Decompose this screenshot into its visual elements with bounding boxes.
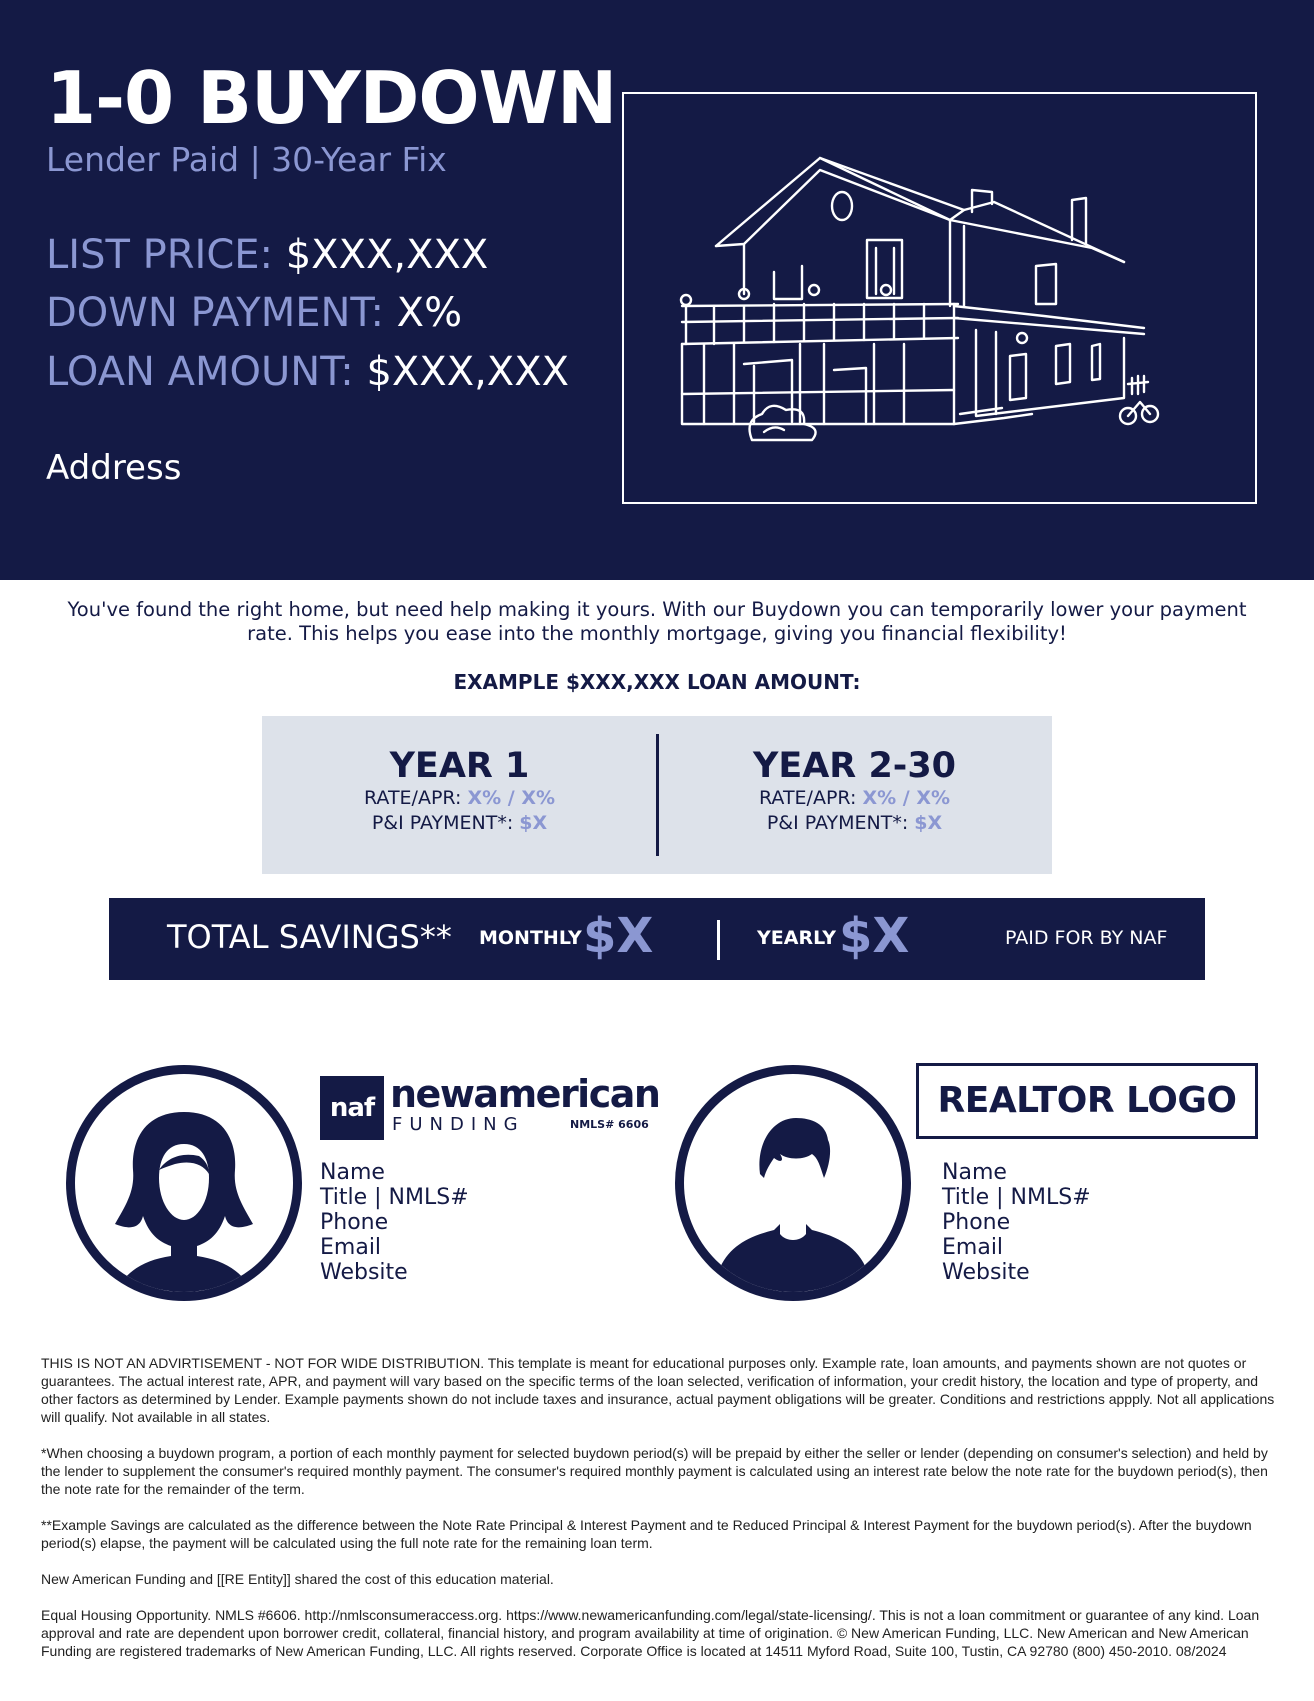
- realtor-avatar: [675, 1065, 911, 1301]
- naf-nmls: NMLS# 6606: [570, 1118, 649, 1131]
- property-address: Address: [46, 448, 182, 488]
- rate-apr-label: RATE/APR:: [363, 787, 468, 809]
- rate-apr-row: [657, 786, 1052, 811]
- down-payment-label: DOWN PAYMENT:: [46, 290, 397, 336]
- lender-name: Name: [320, 1160, 385, 1185]
- female-user-icon: [75, 1074, 293, 1292]
- realtor-website: Website: [942, 1260, 1030, 1285]
- disclaimer-paragraph: *When choosing a buydown program, a portion of each monthly payment for selected buydown period(s) will be prepaid by either the seller or lender (depending on consumer's selection) and held by the lender to supplement the consumer's required monthly payment. The consumer's required monthly payment is calculated using an interest rate below the note rate for the buydown period(s), then the note rate for the remainder of the term.: [41, 1445, 1268, 1497]
- payment-row: [657, 811, 1052, 836]
- realtor-name: Name: [942, 1160, 1007, 1185]
- payment-label: P&I PAYMENT*:: [766, 812, 915, 834]
- page-title: 1-0 BUYDOWN: [46, 56, 617, 140]
- page-subtitle: Lender Paid | 30-Year Fix: [46, 140, 447, 179]
- rate-apr-value: X% / X%: [862, 787, 951, 809]
- payment-row: [262, 811, 657, 836]
- year-title: YEAR 1: [389, 746, 530, 786]
- loan-amount-value: $XXX,XXX: [366, 349, 570, 395]
- total-savings-title: TOTAL SAVINGS**: [167, 918, 452, 956]
- list-price-row: [46, 232, 488, 278]
- yearly-label: YEARLY: [757, 927, 836, 949]
- list-price-label: LIST PRICE:: [46, 232, 286, 278]
- savings-divider: [717, 920, 720, 960]
- lender-phone: Phone: [320, 1210, 389, 1235]
- male-user-icon: [684, 1074, 902, 1292]
- house-sketch-icon: [624, 94, 1255, 502]
- down-payment-row: [46, 290, 462, 336]
- lender-title: Title | NMLS#: [320, 1185, 469, 1210]
- paid-by-note: PAID FOR BY NAF: [1005, 927, 1168, 949]
- example-heading: EXAMPLE $XXX,XXX LOAN AMOUNT:: [453, 670, 861, 694]
- buydown-years-panel: [262, 716, 1052, 874]
- lender-email: Email: [320, 1235, 382, 1260]
- disclaimer-paragraph: **Example Savings are calculated as the difference between the Note Rate Principal & Interest Payment and te Reduced Principal & Interest Payment for the buydown period(s). After the buydown period(s) elapse, the payment will be calculated using the full note rate for the remaining loan term.: [41, 1517, 1252, 1551]
- naf-logo: [320, 1072, 660, 1140]
- down-payment-value: X%: [396, 290, 463, 336]
- disclaimer-paragraph: Equal Housing Opportunity. NMLS #6606. http://nmlsconsumeraccess.org. https://www.newamericanfunding.com/legal/state-licensing/. This is not a loan commitment or guarantee of any kind. Loan approval and rate are dependent upon borrower credit, collateral, financial history, and program availability at time of origination. © New American Funding, LLC. New American and New American Funding are registered trademarks of New American Funding, LLC. All rights reserved. Corporate Office is located at 14511 Myford Road, Suite 100, Tustin, CA 92780 (800) 450-2010. 08/2024: [41, 1607, 1260, 1659]
- naf-logo-wordmark: newamerican: [390, 1072, 660, 1116]
- rate-apr-value: X% / X%: [467, 787, 556, 809]
- payment-value: $X: [519, 812, 548, 834]
- intro-paragraph: You've found the right home, but need help making it yours. With our Buydown you can temporarily lower your payment rate. This helps you ease into the monthly mortgage, giving you financial flexibility!: [67, 598, 1247, 645]
- total-savings-bar: [109, 898, 1205, 980]
- lender-contact-info: [320, 1160, 469, 1285]
- loan-amount-row: [46, 349, 569, 395]
- payment-value: $X: [914, 812, 943, 834]
- monthly-label: MONTHLY: [479, 927, 582, 949]
- yearly-savings-value: $X: [839, 908, 910, 964]
- disclaimer-paragraph: THIS IS NOT AN ADVIRTISEMENT - NOT FOR WIDE DISTRIBUTION. This template is meant for educational purposes only. Example rate, loan amounts, and payments shown are not quotes or guarantees. The actual interest rate, APR, and payment will vary based on the specific terms of the loan selected, verification of information, your credit history, the location and type of property, and other factors as determined by Lender. Example payments shown do not include taxes and insurance, actual payment obligations will be greater. Conditions and restrictions appply. Not all applications will qualify. Not available in all states.: [41, 1355, 1275, 1425]
- legal-disclaimers: [41, 1354, 1281, 1678]
- naf-logo-mark: naf: [320, 1076, 384, 1140]
- lender-website: Website: [320, 1260, 408, 1285]
- disclaimer-paragraph: New American Funding and [[RE Entity]] shared the cost of this education material.: [41, 1571, 554, 1587]
- realtor-email: Email: [942, 1235, 1004, 1260]
- realtor-logo: REALTOR LOGO: [916, 1063, 1258, 1139]
- realtor-phone: Phone: [942, 1210, 1011, 1235]
- monthly-savings-value: $X: [583, 908, 654, 964]
- rate-apr-label: RATE/APR:: [758, 787, 863, 809]
- hero-banner: [0, 0, 1314, 580]
- year-2-30-column: [657, 746, 1052, 836]
- realtor-title: Title | NMLS#: [942, 1185, 1091, 1210]
- realtor-contact-info: [942, 1160, 1091, 1285]
- rate-apr-row: [262, 786, 657, 811]
- loan-amount-label: LOAN AMOUNT:: [46, 349, 367, 395]
- year-1-column: [262, 746, 657, 836]
- house-illustration-frame: [622, 92, 1257, 504]
- payment-label: P&I PAYMENT*:: [371, 812, 520, 834]
- list-price-value: $XXX,XXX: [285, 232, 489, 278]
- naf-logo-subtitle: FUNDING: [392, 1114, 525, 1135]
- lender-avatar: [66, 1065, 302, 1301]
- year-title: YEAR 2-30: [752, 746, 957, 786]
